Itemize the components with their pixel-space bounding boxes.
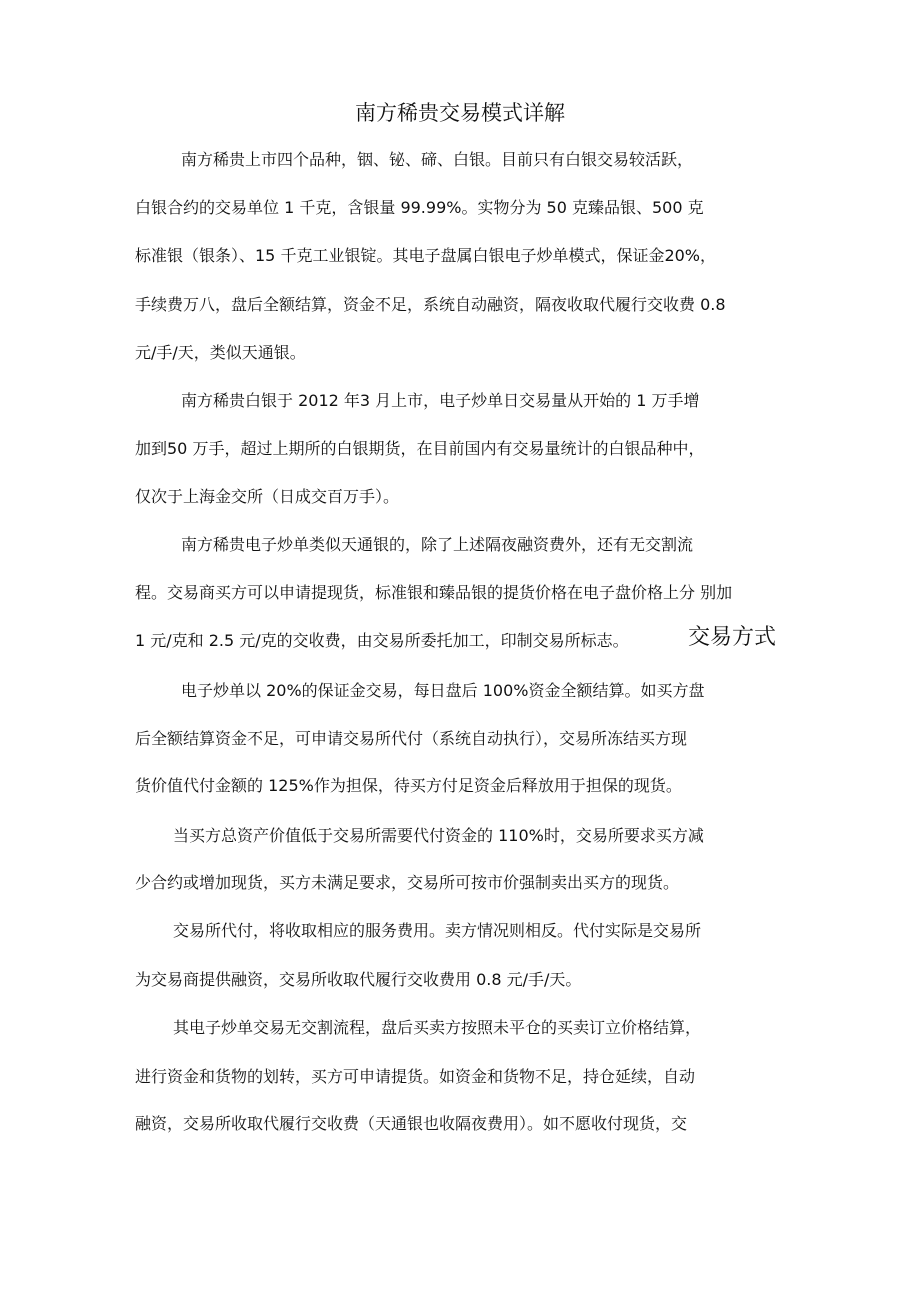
text-line: 后全额结算资金不足，可申请交易所代付（系统自动执行），交易所冻结买方现 bbox=[135, 729, 688, 748]
text-line: 进行资金和货物的划转，买方可申请提货。如资金和货物不足，持仓延续，自动 bbox=[135, 1067, 696, 1086]
text-line: 程。交易商买方可以申请提现货，标准银和臻品银的提货价格在电子盘价格上分 别加 bbox=[135, 583, 733, 602]
text-line: 白银合约的交易单位 1 千克，含银量 99.99%。实物分为 50 克臻品银、500 克 bbox=[135, 198, 704, 217]
text-line: 电子炒单以 20%的保证金交易，每日盘后 100%资金全额结算。如买方盘 bbox=[181, 681, 705, 700]
text-line: 南方稀贵白银于 2012 年3 月上市，电子炒单日交易量从开始的 1 万手增 bbox=[181, 391, 700, 410]
text-line: 加到50 万手，超过上期所的白银期货，在目前国内有交易量统计的白银品种中， bbox=[135, 439, 705, 458]
text-line: 融资，交易所收取代履行交收费（天通银也收隔夜费用）。如不愿收付现货，交 bbox=[135, 1114, 688, 1133]
text-line: 元/手/天，类似天通银。 bbox=[135, 343, 306, 362]
text-line: 少合约或增加现货，买方未满足要求，交易所可按市价强制卖出买方的现货。 bbox=[135, 873, 680, 892]
text-line: 当买方总资产价值低于交易所需要代付资金的 110%时，交易所要求买方减 bbox=[173, 826, 704, 845]
text-line: 手续费万八，盘后全额结算，资金不足，系统自动融资，隔夜收取代履行交收费 0.8 bbox=[135, 295, 726, 314]
text-line: 南方稀贵上市四个品种，铟、铋、碲、白银。目前只有白银交易较活跃， bbox=[181, 150, 694, 169]
text-line: 1 元/克和 2.5 元/克的交收费，由交易所委托加工，印制交易所标志。 bbox=[135, 631, 629, 650]
text-line: 交易所代付，将收取相应的服务费用。卖方情况则相反。代付实际是交易所 bbox=[173, 921, 702, 940]
text-line: 标准银（银条）、15 千克工业银锭。其电子盘属白银电子炒单模式，保证金20%， bbox=[135, 246, 717, 265]
section-heading: 交易方式 bbox=[688, 625, 777, 650]
text-line: 仅次于上海金交所（日成交百万手）。 bbox=[135, 487, 400, 506]
text-line: 南方稀贵电子炒单类似天通银的，除了上述隔夜融资费外，还有无交割流 bbox=[181, 535, 694, 554]
text-line: 为交易商提供融资，交易所收取代履行交收费用 0.8 元/手/天。 bbox=[135, 970, 582, 989]
document-title: 南方稀贵交易模式详解 bbox=[355, 101, 565, 125]
text-line: 货价值代付金额的 125%作为担保，待买方付足资金后释放用于担保的现货。 bbox=[135, 776, 682, 795]
text-line: 其电子炒单交易无交割流程，盘后买卖方按照未平仓的买卖订立价格结算， bbox=[173, 1018, 702, 1037]
